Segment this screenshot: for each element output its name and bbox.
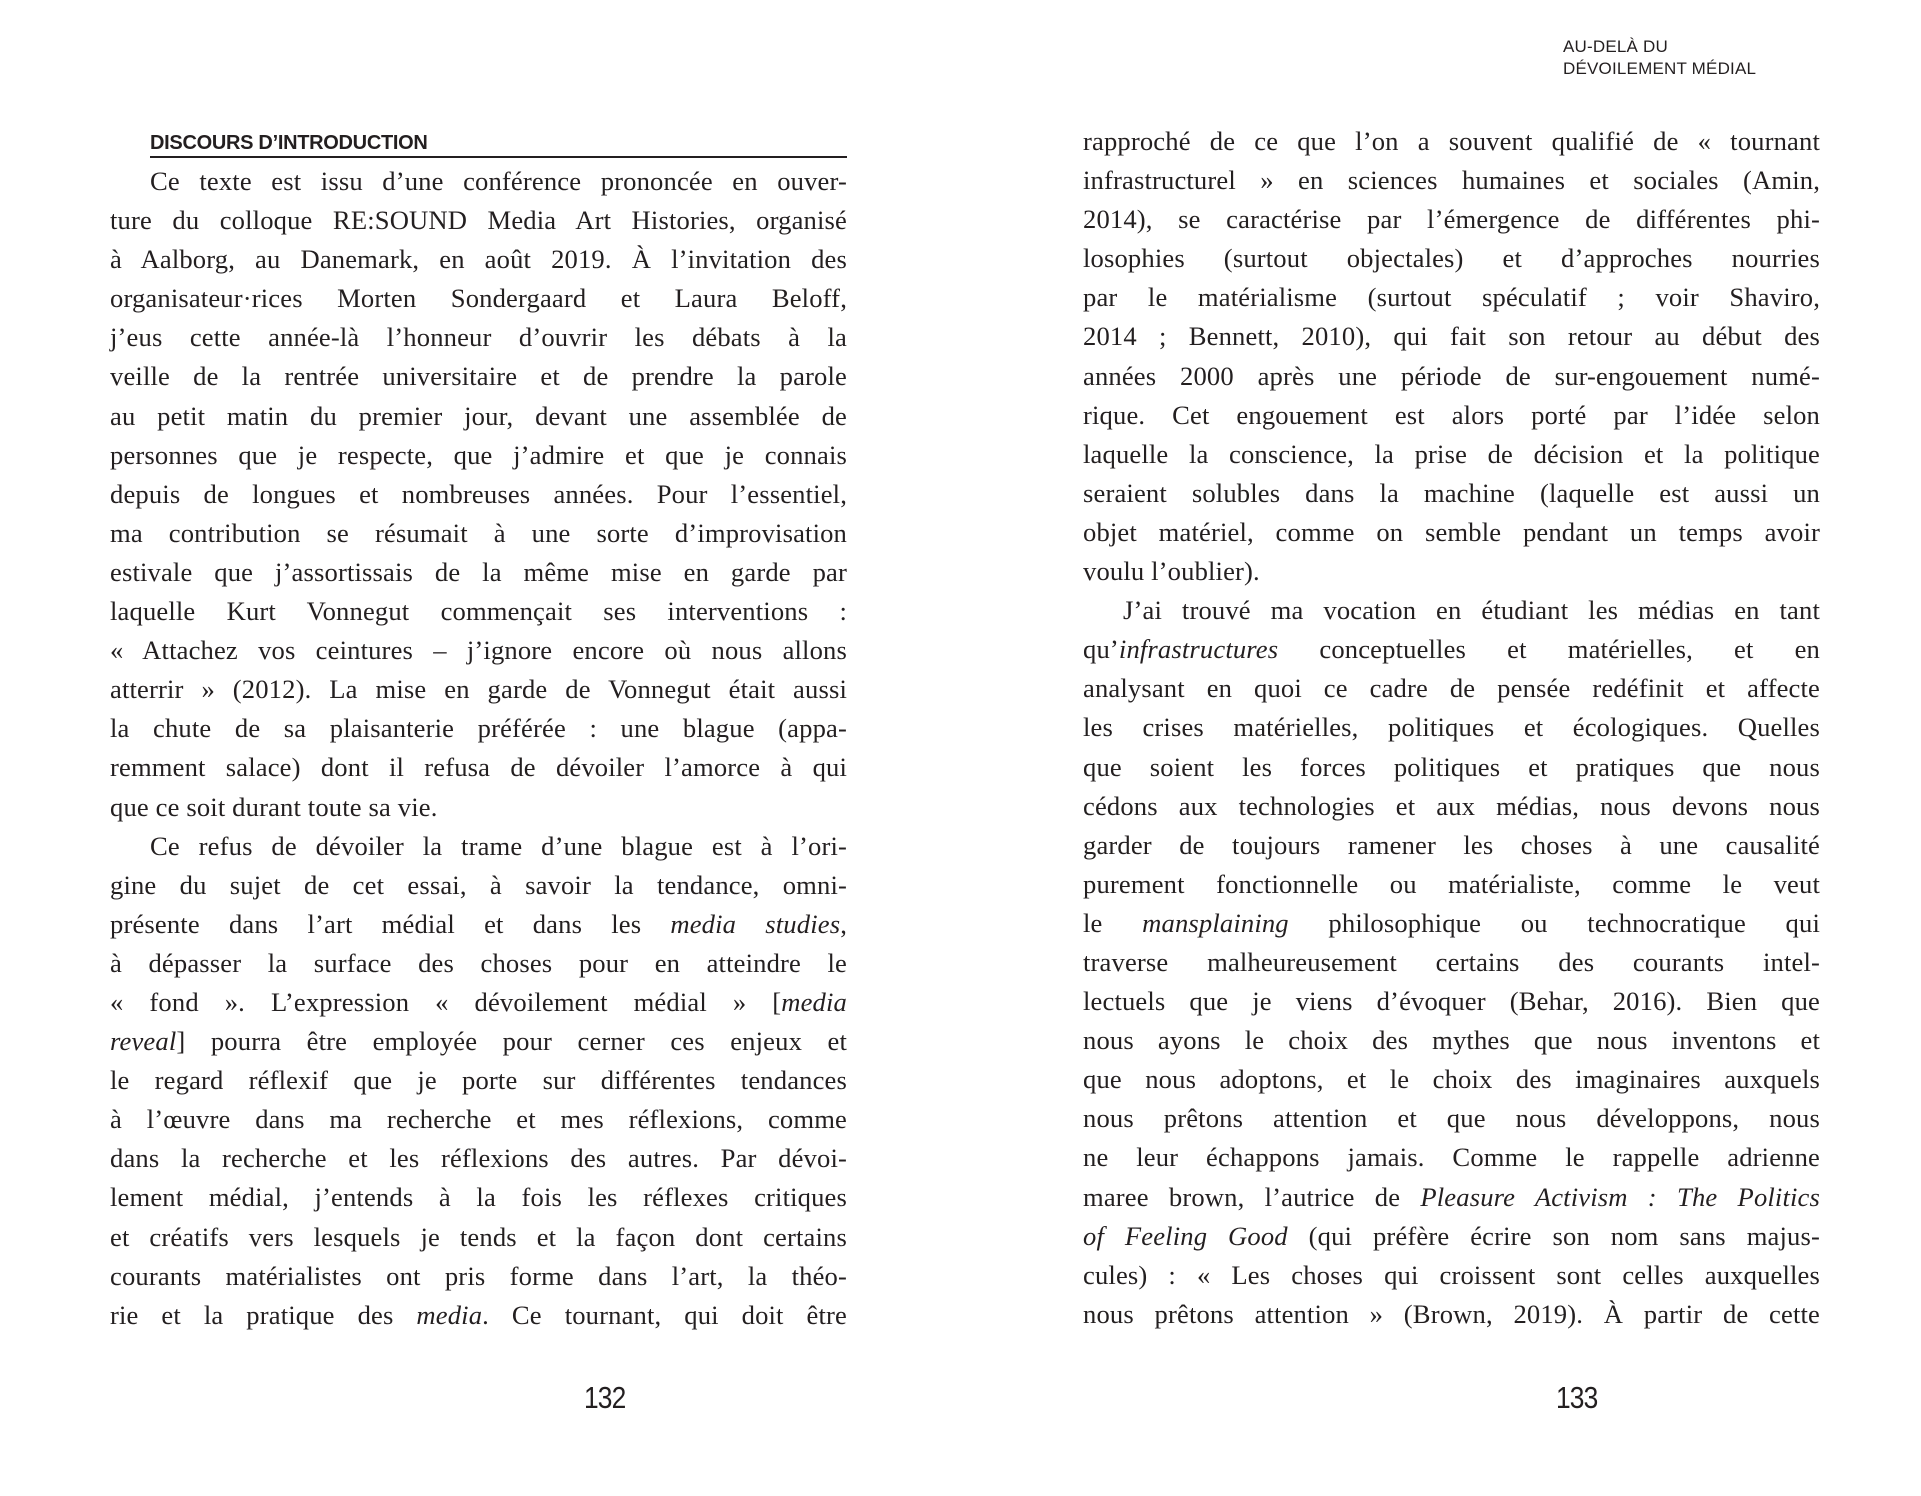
text-line: atterrir » (2012). La mise en garde de Vonnegut était aussi [110, 674, 847, 705]
text-line: que ce soit durant toute sa vie. [110, 791, 438, 822]
text-line: 2014 ; Bennett, 2010), qui fait son retour au début des [1083, 321, 1820, 352]
text-line [110, 1296, 847, 1335]
text-line: organisateur·rices Morten Sondergaard et Laura Beloff, [110, 283, 847, 314]
text-line [1083, 904, 1820, 943]
italic-term: media [781, 986, 847, 1017]
text-run: le [1083, 907, 1143, 938]
text-line: objet matériel, comme on semble pendant un temps avoir [1083, 516, 1820, 547]
right-page-body [1083, 122, 1820, 1334]
text-run: ] pourra être employée pour cerner ces enjeux et [176, 1026, 847, 1057]
text-line: Ce refus de dévoiler la trame d’une blague est à l’ori- [150, 830, 847, 861]
text-line: le regard réflexif que je porte sur différentes tendances [110, 1065, 847, 1096]
text-run: . Ce tournant, qui doit être [482, 1299, 847, 1330]
text-line: au petit matin du premier jour, devant une assemblée de [110, 400, 847, 431]
text-run: philosophique ou technocratique qui [1288, 907, 1820, 938]
text-line: ture du colloque RE:SOUND Media Art Histories, organisé [110, 205, 847, 236]
running-head [1563, 36, 1756, 80]
text-line: estivale que j’assortissais de la même mise en garde par [110, 556, 847, 587]
page-number-left: 132 [584, 1380, 626, 1415]
text-line [1083, 630, 1820, 669]
italic-book-title: of Feeling Good [1083, 1220, 1288, 1251]
italic-term: media studies [670, 908, 841, 939]
text-line: à l’œuvre dans ma recherche et mes réflexions, comme [110, 1104, 847, 1135]
text-line: laquelle Kurt Vonnegut commençait ses interventions : [110, 596, 847, 627]
italic-term: mansplaining [1142, 907, 1289, 938]
italic-term: infrastructures [1118, 634, 1279, 665]
text-run: conceptuelles et matérielles, et en [1278, 634, 1820, 665]
text-line: losophies (surtout objectales) et d’approches nourries [1083, 243, 1820, 274]
text-line: par le matérialisme (surtout spéculatif ; voir Shaviro, [1083, 282, 1820, 313]
text-line [110, 905, 847, 944]
text-line: à dépasser la surface des choses pour en atteindre le [110, 947, 847, 978]
left-page-body [110, 162, 847, 1335]
text-line [1083, 1217, 1820, 1256]
text-line: lement médial, j’entends à la fois les réflexes critiques [110, 1182, 847, 1213]
running-head-line-1: AU-DELÀ DU [1563, 37, 1668, 56]
text-line: nous ayons le choix des mythes que nous inventons et [1083, 1025, 1820, 1056]
text-line: purement fonctionnelle ou matérialiste, comme le veut [1083, 868, 1820, 899]
text-line: Ce texte est issu d’une conférence prononcée en ouver- [150, 166, 847, 196]
text-line: cules) : « Les choses qui croissent sont celles auxquelles [1083, 1259, 1820, 1290]
italic-term: reveal [110, 1026, 177, 1057]
text-line: J’ai trouvé ma vocation en étudiant les médias en tant [1123, 595, 1820, 626]
text-line: ma contribution se résumait à une sorte d’improvisation [110, 517, 847, 548]
text-line: depuis de longues et nombreuses années. Pour l’essentiel, [110, 478, 847, 509]
text-line: nous prêtons attention » (Brown, 2019). À partir de cette [1083, 1298, 1820, 1329]
text-run: qu’ [1083, 634, 1119, 665]
text-line: laquelle la conscience, la prise de décision et la politique [1083, 438, 1820, 469]
text-line: seraient solubles dans la machine (laquelle est aussi un [1083, 477, 1820, 508]
text-line: voulu l’oublier). [1083, 556, 1260, 587]
text-run: maree brown, l’autrice de [1083, 1181, 1421, 1212]
text-line: les crises matérielles, politiques et écologiques. Quelles [1083, 712, 1820, 743]
text-line: années 2000 après une période de sur-engouement numé- [1083, 360, 1820, 391]
text-line: rique. Cet engouement est alors porté par l’idée selon [1083, 399, 1820, 430]
text-line: personnes que je respecte, que j’admire et que je connais [110, 439, 847, 470]
text-line: rapproché de ce que l’on a souvent qualifié de « tournant [1083, 126, 1820, 156]
italic-term: media [416, 1299, 483, 1330]
text-line: infrastructurel » en sciences humaines et sociales (Amin, [1083, 165, 1820, 196]
text-line: « Attachez vos ceintures – j’ignore encore où nous allons [110, 635, 847, 666]
text-run: « fond ». L’expression « dévoilement médial » [ [110, 986, 782, 1017]
text-run: (qui préfère écrire son nom sans majus- [1287, 1220, 1820, 1251]
text-line [110, 1022, 847, 1061]
text-line: traverse malheureusement certains des courants intel- [1083, 946, 1820, 977]
text-line: lectuels que je viens d’évoquer (Behar, 2016). Bien que [1083, 986, 1820, 1017]
text-line: j’eus cette année-là l’honneur d’ouvrir les débats à la [110, 322, 847, 353]
text-line: 2014), se caractérise par l’émergence de différentes phi- [1083, 204, 1820, 235]
text-run: présente dans l’art médial et dans les [110, 908, 671, 939]
text-line: à Aalborg, au Danemark, en août 2019. À l’invitation des [110, 244, 847, 275]
text-line: veille de la rentrée universitaire et de prendre la parole [110, 361, 847, 392]
text-line: que soient les forces politiques et pratiques que nous [1083, 751, 1820, 782]
text-line: analysant en quoi ce cadre de pensée redéfinit et affecte [1083, 673, 1820, 704]
text-line: nous prêtons attention et que nous développons, nous [1083, 1103, 1820, 1134]
text-line: ne leur échappons jamais. Comme le rappelle adrienne [1083, 1142, 1820, 1173]
text-line [110, 983, 847, 1022]
text-run: , [840, 908, 848, 939]
text-line: cédons aux technologies et aux médias, nous devons nous [1083, 790, 1820, 821]
text-run: rie et la pratique des [110, 1299, 417, 1330]
page-number-right: 133 [1556, 1380, 1598, 1415]
italic-book-title: Pleasure Activism : The Politics [1420, 1181, 1821, 1212]
text-line: courants matérialistes ont pris forme dans l’art, la théo- [110, 1260, 847, 1291]
text-line: et créatifs vers lesquels je tends et la façon dont certains [110, 1221, 847, 1252]
text-line [1083, 1178, 1820, 1217]
text-line: garder de toujours ramener les choses à une causalité [1083, 829, 1820, 860]
running-head-line-2: DÉVOILEMENT MÉDIAL [1563, 59, 1757, 78]
text-line: dans la recherche et les réflexions des autres. Par dévoi- [110, 1143, 847, 1174]
text-line: gine du sujet de cet essai, à savoir la tendance, omni- [110, 869, 847, 900]
text-line: la chute de sa plaisanterie préférée : une blague (appa- [110, 713, 847, 744]
section-heading: DISCOURS D’INTRODUCTION [150, 132, 847, 158]
text-line: que nous adoptons, et le choix des imaginaires auxquels [1083, 1064, 1820, 1095]
text-line: remment salace) dont il refusa de dévoiler l’amorce à qui [110, 752, 847, 783]
